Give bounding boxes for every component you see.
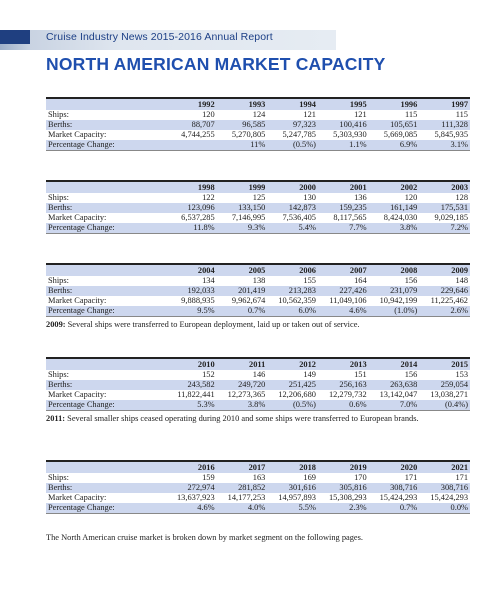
data-cell: 9,888,935 (181, 296, 215, 305)
year-cell: 1998 (166, 181, 217, 193)
data-cell: 171 (404, 473, 418, 482)
data-cell: 7.0% (369, 400, 420, 411)
data-cell: 2.3% (318, 503, 369, 514)
market-capacity-row (46, 493, 470, 503)
percentage-change-row (46, 503, 470, 514)
data-cell: 4.6% (318, 306, 369, 317)
row-label: Market Capacity: (48, 493, 107, 502)
data-cell: 10,942,199 (379, 296, 418, 305)
data-cell: 100,416 (318, 120, 369, 130)
row-label: Percentage Change: (46, 140, 166, 151)
data-cell: 7.7% (318, 223, 369, 234)
data-cell: 161,149 (369, 203, 420, 213)
year-cell: 2007 (318, 264, 369, 276)
note-year: 2009: (46, 320, 66, 329)
market-capacity-row (46, 130, 470, 140)
row-label: Percentage Change: (46, 223, 166, 234)
percentage-change-row (46, 400, 470, 411)
market-capacity-row (46, 213, 470, 223)
data-cell: 5,270,805 (231, 130, 266, 139)
row-label: Ships: (48, 370, 69, 379)
year-header-row (46, 358, 470, 370)
data-cell: 305,816 (318, 483, 369, 493)
berths-row (46, 203, 470, 213)
year-cell: 2021 (419, 461, 470, 473)
year-cell: 2018 (267, 461, 318, 473)
data-cell: 308,716 (419, 483, 470, 493)
footer-text: The North American cruise market is broken down by market segment on the following pages. (46, 533, 364, 542)
note-year: 2011: (46, 414, 66, 423)
row-label: Ships: (48, 473, 69, 482)
row-label: Ships: (48, 276, 69, 285)
data-cell: 11,225,462 (430, 296, 468, 305)
data-cell: 11,822,441 (177, 390, 215, 399)
data-cell: 231,079 (369, 286, 420, 296)
berths-row (46, 380, 470, 390)
data-cell: 13,637,923 (176, 493, 215, 502)
data-cell: 134 (202, 276, 215, 285)
year-cell: 2011 (217, 358, 268, 370)
capacity-section-1992-1997 (46, 97, 470, 151)
data-cell: 7,146,995 (231, 213, 266, 222)
capacity-section-2016-2021 (46, 460, 470, 514)
data-cell: 149 (303, 370, 316, 379)
row-label: Market Capacity: (48, 296, 107, 305)
year-cell: 2002 (369, 181, 420, 193)
year-cell: 2014 (369, 358, 420, 370)
data-cell: 151 (354, 370, 367, 379)
report-title: Cruise Industry News 2015-2016 Annual Report (46, 31, 273, 43)
data-cell: 9,962,674 (231, 296, 266, 305)
data-cell: (0.4%) (419, 400, 470, 411)
data-cell: 5,303,930 (333, 130, 367, 139)
data-cell: 272,974 (166, 483, 217, 493)
data-cell: 136 (354, 193, 367, 202)
data-cell: 227,426 (318, 286, 369, 296)
data-cell: 6,537,285 (181, 213, 215, 222)
row-label: Market Capacity: (48, 130, 107, 139)
year-cell: 2013 (318, 358, 369, 370)
year-cell: 2006 (267, 264, 318, 276)
year-cell: 2000 (267, 181, 318, 193)
row-label: Percentage Change: (46, 503, 166, 514)
year-header-row (46, 98, 470, 110)
capacity-section-2010-2015 (46, 357, 470, 425)
row-label: Berths: (46, 120, 166, 130)
year-header-row (46, 181, 470, 193)
data-cell: 2.6% (419, 306, 470, 317)
data-cell: 7.2% (419, 223, 470, 234)
data-cell: 105,651 (369, 120, 420, 130)
year-cell: 1992 (166, 98, 217, 110)
year-cell: 2020 (369, 461, 420, 473)
data-cell: 8,117,565 (333, 213, 367, 222)
data-cell: 11,049,106 (329, 296, 367, 305)
note-2011 (46, 414, 470, 425)
data-cell: 259,054 (419, 380, 470, 390)
data-cell: 256,163 (318, 380, 369, 390)
market-capacity-row (46, 390, 470, 400)
capacity-table (46, 180, 470, 234)
data-cell: 11% (217, 140, 268, 151)
data-cell: 88,707 (166, 120, 217, 130)
berths-row (46, 286, 470, 296)
data-cell: 130 (303, 193, 316, 202)
data-cell: 155 (303, 276, 316, 285)
data-cell: 163 (252, 473, 266, 482)
data-cell: 148 (455, 276, 468, 285)
data-cell: 229,646 (419, 286, 470, 296)
year-cell: 1999 (217, 181, 268, 193)
data-cell: 13,142,047 (379, 390, 418, 399)
year-cell: 2005 (217, 264, 268, 276)
year-header-row (46, 461, 470, 473)
data-cell: 10,562,359 (278, 296, 316, 305)
data-cell: 0.7% (369, 503, 420, 514)
data-cell: 12,273,365 (227, 390, 266, 399)
data-cell: 5,845,935 (434, 130, 468, 139)
percentage-change-row (46, 140, 470, 151)
data-cell: 125 (252, 193, 266, 202)
data-cell: 3.8% (217, 400, 268, 411)
year-cell: 2012 (267, 358, 318, 370)
year-cell: 1995 (318, 98, 369, 110)
data-cell: 308,716 (369, 483, 420, 493)
row-label: Ships: (48, 193, 69, 202)
data-cell: 192,033 (166, 286, 217, 296)
capacity-table (46, 97, 470, 151)
note-text: Several ships were transferred to European deployment, laid up or taken out of service. (65, 320, 360, 329)
data-cell: 122 (202, 193, 215, 202)
data-cell: 4.6% (166, 503, 217, 514)
year-cell: 2019 (318, 461, 369, 473)
data-cell: 6.0% (267, 306, 318, 317)
data-cell: 156 (404, 370, 418, 379)
data-cell: 0.6% (318, 400, 369, 411)
capacity-section-1998-2003 (46, 180, 470, 234)
row-label: Market Capacity: (48, 213, 107, 222)
ships-row (46, 110, 470, 120)
data-cell: 5.3% (166, 400, 217, 411)
data-cell (166, 140, 217, 151)
percentage-change-row (46, 306, 470, 317)
year-header-row (46, 264, 470, 276)
data-cell: 123,096 (166, 203, 217, 213)
data-cell: 5.5% (267, 503, 318, 514)
capacity-table (46, 460, 470, 514)
data-cell: 263,638 (369, 380, 420, 390)
data-cell: 251,425 (267, 380, 318, 390)
row-label: Berths: (46, 483, 166, 493)
note-2009 (46, 320, 470, 331)
data-cell: 171 (455, 473, 468, 482)
data-cell: 3.8% (369, 223, 420, 234)
year-cell: 1993 (217, 98, 268, 110)
berths-row (46, 483, 470, 493)
data-cell: 170 (354, 473, 367, 482)
year-cell: 2016 (166, 461, 217, 473)
year-cell: 2017 (217, 461, 268, 473)
year-cell: 1997 (419, 98, 470, 110)
year-cell: 2015 (419, 358, 470, 370)
data-cell: 152 (202, 370, 215, 379)
data-cell: 96,585 (217, 120, 268, 130)
data-cell: (0.5%) (267, 140, 318, 151)
berths-row (46, 120, 470, 130)
percentage-change-row (46, 223, 470, 234)
data-cell: 9.3% (217, 223, 268, 234)
data-cell: 5,247,785 (282, 130, 316, 139)
row-label: Percentage Change: (46, 400, 166, 411)
data-cell: 201,419 (217, 286, 268, 296)
data-cell: 15,424,293 (430, 493, 468, 502)
row-label: Berths: (46, 380, 166, 390)
data-cell: 14,177,253 (227, 493, 266, 502)
data-cell: 213,283 (267, 286, 318, 296)
row-label: Percentage Change: (46, 306, 166, 317)
ships-row (46, 473, 470, 483)
capacity-section-2004-2009 (46, 263, 470, 331)
data-cell: 0.0% (419, 503, 470, 514)
data-cell: 249,720 (217, 380, 268, 390)
data-cell: 121 (303, 110, 316, 119)
data-cell: 9.5% (166, 306, 217, 317)
row-label: Ships: (48, 110, 69, 119)
data-cell: 121 (354, 110, 367, 119)
row-label: Berths: (46, 203, 166, 213)
year-cell: 1996 (369, 98, 420, 110)
header-accent-tab (0, 30, 30, 44)
data-cell: 12,206,680 (278, 390, 316, 399)
data-cell: 7,536,405 (282, 213, 316, 222)
row-label: Berths: (46, 286, 166, 296)
data-cell: 142,873 (267, 203, 318, 213)
data-cell: 111,328 (419, 120, 470, 130)
year-cell: 2003 (419, 181, 470, 193)
data-cell: 164 (354, 276, 367, 285)
capacity-table (46, 263, 470, 317)
data-cell: 6.9% (369, 140, 420, 151)
data-cell: 3.1% (419, 140, 470, 151)
data-cell: 128 (455, 193, 468, 202)
data-cell: 124 (252, 110, 266, 119)
data-cell: 15,424,293 (379, 493, 418, 502)
data-cell: 11.8% (166, 223, 217, 234)
data-cell: 156 (404, 276, 418, 285)
data-cell: 159,235 (318, 203, 369, 213)
data-cell: 146 (252, 370, 266, 379)
data-cell: 175,531 (419, 203, 470, 213)
data-cell: 97,323 (267, 120, 318, 130)
ships-row (46, 370, 470, 380)
year-cell: 1994 (267, 98, 318, 110)
data-cell: 1.1% (318, 140, 369, 151)
data-cell: 133,150 (217, 203, 268, 213)
data-cell: 301,616 (267, 483, 318, 493)
page-title: NORTH AMERICAN MARKET CAPACITY (46, 54, 386, 74)
data-cell: 9,029,185 (434, 213, 468, 222)
data-cell: (0.5%) (267, 400, 318, 411)
year-cell: 2008 (369, 264, 420, 276)
capacity-table (46, 357, 470, 411)
data-cell: 115 (455, 110, 468, 119)
year-cell: 2009 (419, 264, 470, 276)
data-cell: 120 (404, 193, 418, 202)
data-cell: 159 (202, 473, 215, 482)
data-cell: 4.0% (217, 503, 268, 514)
data-cell: 138 (252, 276, 266, 285)
data-cell: (1.0%) (369, 306, 420, 317)
data-cell: 12,279,732 (328, 390, 367, 399)
data-cell: 5,669,085 (383, 130, 418, 139)
data-cell: 0.7% (217, 306, 268, 317)
data-cell: 281,852 (217, 483, 268, 493)
note-text: Several smaller ships ceased operating during 2010 and some ships were transferred to European brands. (65, 414, 419, 423)
year-cell: 2001 (318, 181, 369, 193)
data-cell: 13,038,271 (430, 390, 468, 399)
data-cell: 153 (455, 370, 468, 379)
data-cell: 169 (303, 473, 316, 482)
ships-row (46, 193, 470, 203)
year-cell: 2010 (166, 358, 217, 370)
data-cell: 5.4% (267, 223, 318, 234)
data-cell: 115 (405, 110, 418, 119)
data-cell: 14,957,893 (278, 493, 316, 502)
year-cell: 2004 (166, 264, 217, 276)
data-cell: 120 (202, 110, 215, 119)
data-cell: 243,582 (166, 380, 217, 390)
market-capacity-row (46, 296, 470, 306)
data-cell: 4,744,255 (181, 130, 215, 139)
ships-row (46, 276, 470, 286)
row-label: Market Capacity: (48, 390, 107, 399)
data-cell: 8,424,030 (383, 213, 418, 222)
data-cell: 15,308,293 (328, 493, 367, 502)
